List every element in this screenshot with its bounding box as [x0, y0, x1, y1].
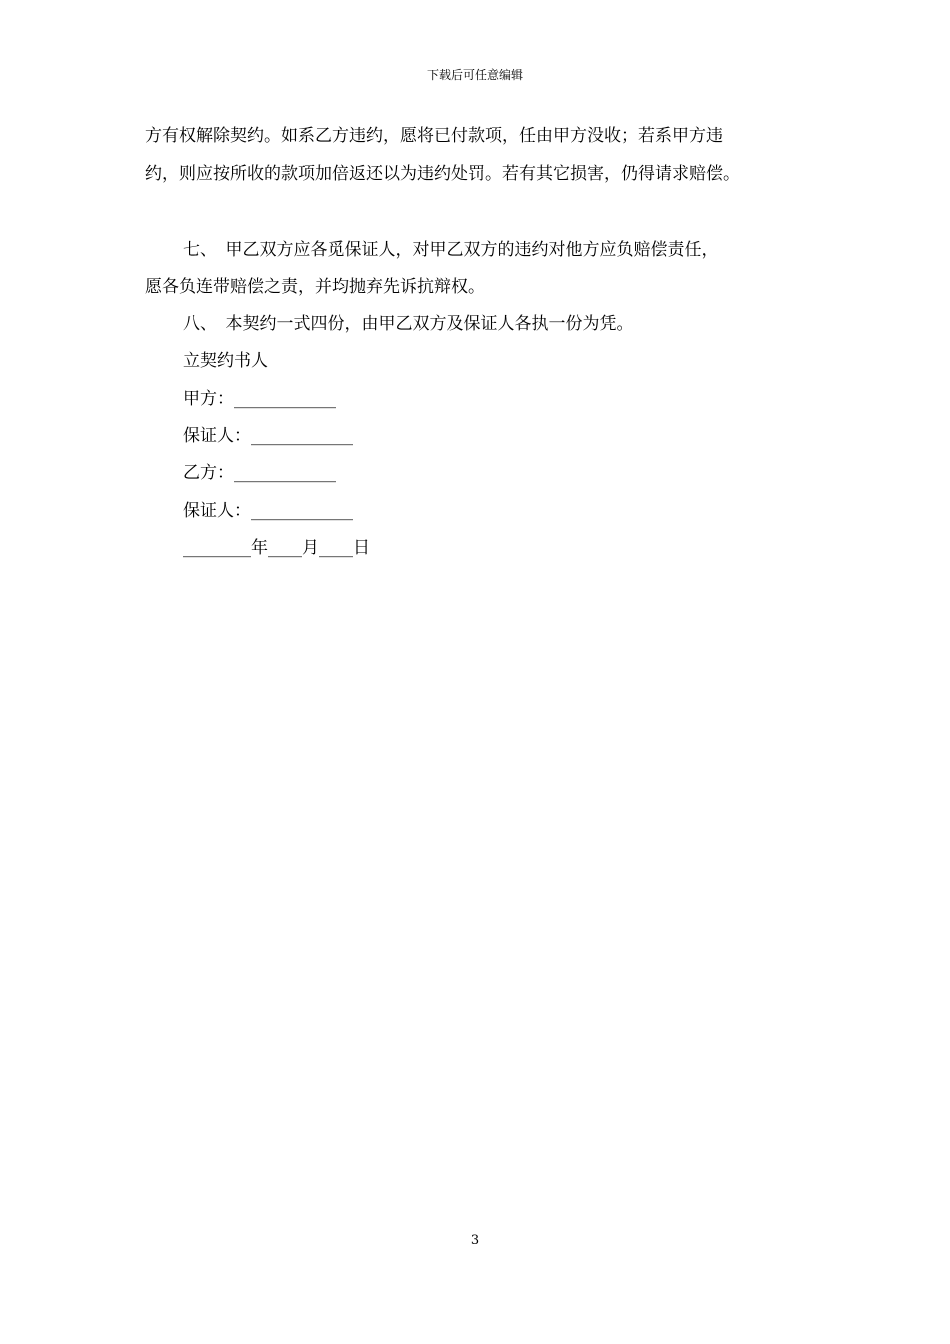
party-a-signature-line: 甲方：____________ — [183, 389, 336, 409]
para1-line2: 约，则应按所收的款项加倍返还以为违约处罚。若有其它损害，仍得请求赔偿。 — [145, 164, 740, 184]
page-number: 3 — [470, 1233, 480, 1248]
date-line: ________年____月____日 — [183, 538, 370, 558]
clause-7-line1: 七、 甲乙双方应各觅保证人，对甲乙双方的违约对他方应负赔偿责任， — [183, 240, 719, 260]
clause-7-line2: 愿各负连带赔偿之责，并均抛弃先诉抗辩权。 — [145, 277, 485, 297]
party-b-signature-line: 乙方：____________ — [183, 463, 336, 483]
clause-8: 八、 本契约一式四份，由甲乙双方及保证人各执一份为凭。 — [183, 314, 634, 334]
signatory-heading: 立契约书人 — [183, 351, 268, 371]
para1-line1: 方有权解除契约。如系乙方违约，愿将已付款项，任由甲方没收；若系甲方违 — [145, 126, 723, 146]
guarantor-1-signature-line: 保证人：____________ — [183, 426, 353, 446]
guarantor-2-signature-line: 保证人：____________ — [183, 501, 353, 521]
page-header: 下载后可任意编辑 — [426, 68, 523, 82]
